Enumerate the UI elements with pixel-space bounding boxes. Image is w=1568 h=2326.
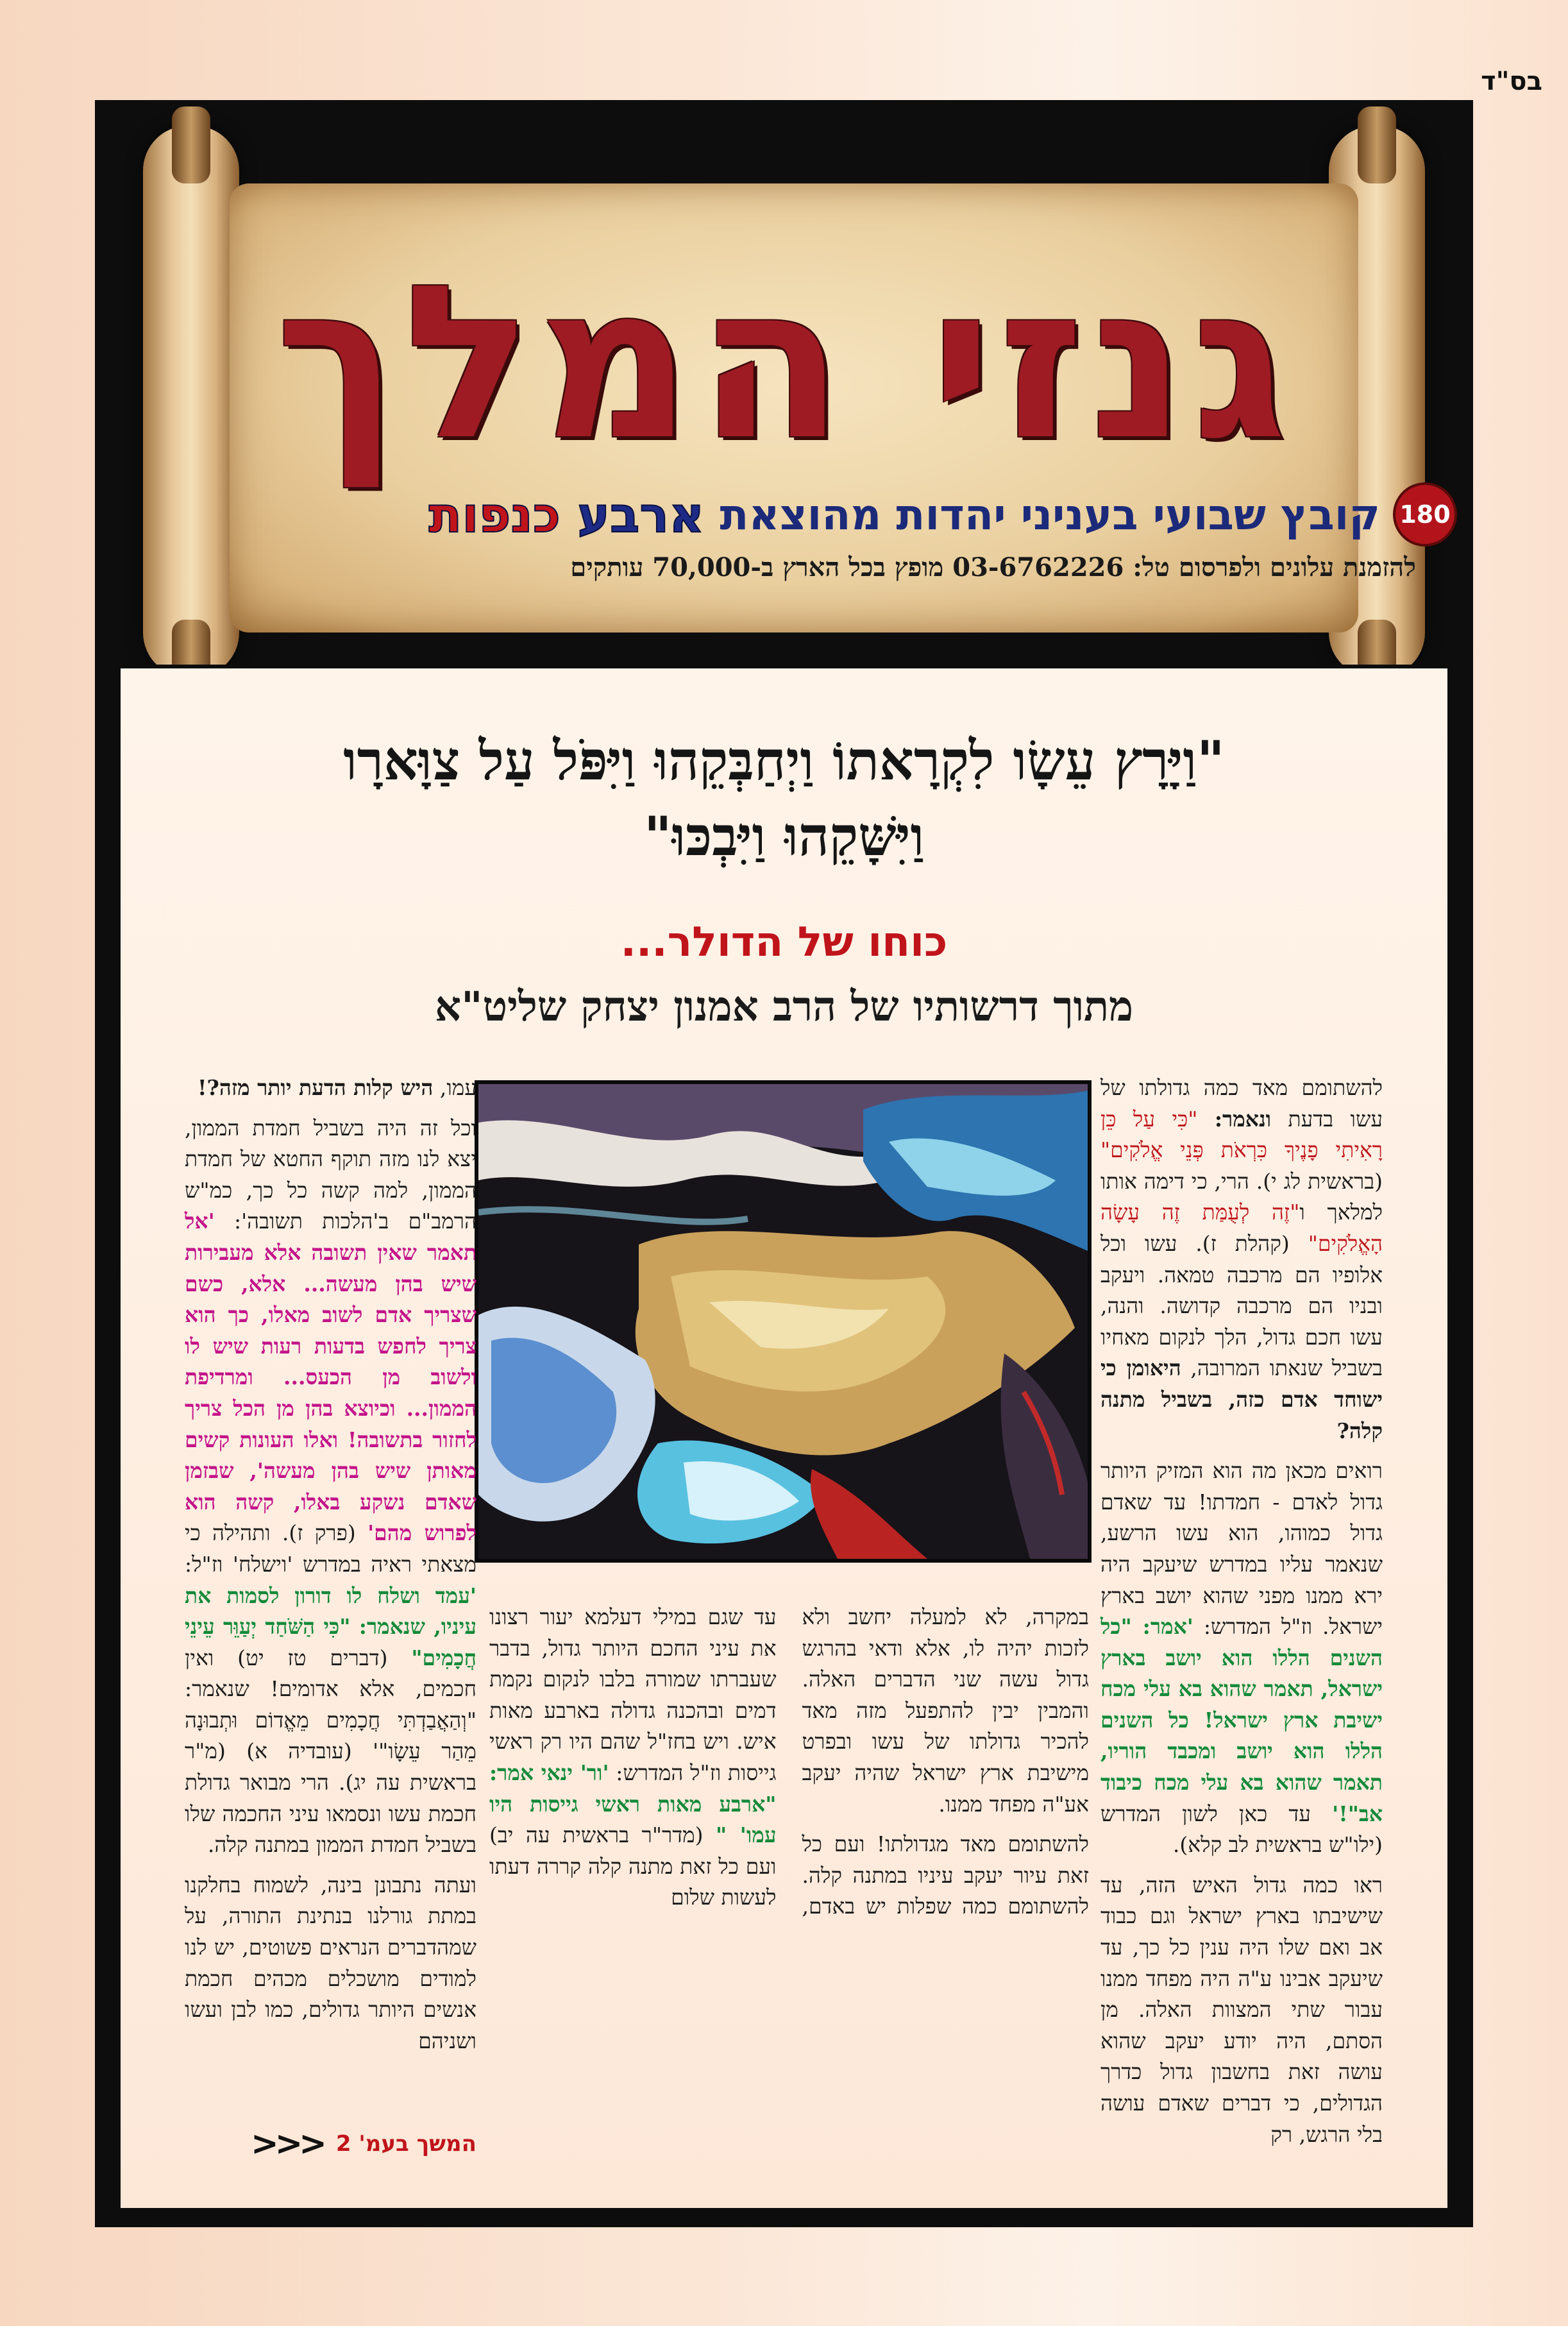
issue-number-badge: 180: [1395, 485, 1454, 544]
right-col-text: ראו כמה גדול האיש הזה, עד שישיבתו בארץ ישראל וגם כבוד אב ואם שלו היה ענין כל כך, עד שיעקב אבינו ע"ה היה מפחד ממנו עבור שתי המצוות האלה. מן הסתם, היה יודע יעקב שהוא עושה זאת בחשבון גדול כדרך הגדולים, כי דברים שאדם עושה בלי הרגש, רק: [1100, 1872, 1383, 2147]
left-col-quote: 'אל תאמר שאין תשובה אלא מעבירות שיש בהן מעשה... אלא, כשם שצריך אדם לשוב מאלו, כך הוא צריך לחפש בדעות רעות שיש לו ולשוב מן הכעס... ומרדיפת הממון... וכיוצא בהן מן הכל צריך לחזור בתשובה! ואלו העונות קשים מאותן שיש בהן מעשה', שבזמן שאדם נשקע באלו, קשה הוא לפרוש מהם': [185, 1209, 476, 1546]
left-col-text: וכל זה היה בשביל חמדת הממון, יצא לנו מזה תוקף החטא של חמדת הממון, למה קשה כל כך, כמ"ש הרמב"ם ב'הלכות תשובה':: [185, 1115, 476, 1234]
article-column-left: [185, 1073, 476, 2066]
right-col-text: (קהלת ז). עשו וכל אלופיו הם מרכבה טמאה. ויעקב ובניו הם מרכבה קדושה. והנה, עשו חכם גדול, הלך לנקום מאחיו בשביל שנאתו המרובה,: [1100, 1230, 1383, 1381]
contact-line: להזמנת עלונים ולפרסום טל: 03-6762226 מופץ בכל הארץ ב-70,000 עותקים: [570, 552, 1416, 582]
right-col-quote: "זֶה לְעֻמַּת זֶה עָשָׂה הָאֱלֹקִים": [1100, 1200, 1383, 1256]
article-area: [121, 668, 1447, 2208]
mid-col-quote: 'ור' ינאי אמר: "ארבע מאות ראשי גייסות היו עמו' ": [489, 1760, 777, 1848]
article-column-middle: [489, 1602, 1089, 1923]
right-col-text: ונאמר:: [1214, 1106, 1272, 1132]
quote-line-2: וַיִּשָּׁקֵהוּ וַיִּבְכּוּ": [643, 804, 925, 868]
article-byline: מתוך דרשותיו של הרב אמנון יצחק שליט"א: [435, 983, 1133, 1031]
continue-arrows-icon: <<<: [251, 2125, 323, 2163]
right-col-quote: "כִּי עַל כֵּן רָאִיתִי פָנֶיךָ כִּרְאֹת פְּנֵי אֱלֹקִים": [1100, 1106, 1383, 1163]
bsd-mark: בס"ד: [1481, 67, 1542, 96]
right-col-text: (בראשית לג י). הרי, כי דימה אותו למלאך ו: [1100, 1168, 1383, 1225]
quote-line-1: "וַיָּרָץ עֵשָׂו לִקְרָאתוֹ וַיְחַבְּקֵהוּ וַיִּפֹּל עַל צַוָּארָו: [343, 729, 1225, 792]
left-col-text: (פרק ז). ותהילה כי מצאתי ראיה במדרש 'וישלח' וז"ל:: [185, 1520, 476, 1577]
subtitle-row: [403, 485, 1454, 544]
masthead: [95, 100, 1473, 665]
newsletter-subtitle: קובץ שבועי בעניני יהדות מהוצאת: [720, 489, 1380, 539]
headline-quote: [121, 723, 1447, 874]
article-column-right: [1100, 1073, 1383, 2159]
article-kicker: כוחו של הדולר...: [620, 919, 948, 966]
continued-note: [185, 2125, 476, 2163]
scroll-roll-left: [143, 126, 239, 665]
publisher-brand: [428, 486, 704, 543]
continued-label: המשך בעמ' 2: [335, 2131, 476, 2157]
left-col-text: (עובדיה א) (מ"ר בראשית עה יג). הרי מבואר גדולת חכמת עשו ונסמאו עיני החכמה שלו בשביל חמדת הממון במתנה קלה.: [185, 1738, 476, 1858]
mid-col-text: (מדר"ר בראשית עה יב) ועם כל זאת מתנה קלה קררה דעתו לעשות שלום: [489, 1822, 777, 1910]
article-painting: [475, 1080, 1092, 1563]
right-col-text: היאומן כי ישוחד אדם כזה, בשביל מתנה קלה?: [1100, 1355, 1383, 1443]
painting-image: [478, 1084, 1088, 1559]
left-col-quote: 'עמד ושלח לו דורון לסמות את עיניו, שנאמר: "כִּי הַשֹּׁחַד יְעַוֵּר עֵינֵי חֲכָמִים": [185, 1583, 476, 1670]
right-col-quote: 'אמר: "כל השנים הללו הוא יושב בארץ ישראל, תאמר שהוא בא עלי מכח ישיבת ארץ ישראל! כל השנים הללו הוא יושב ומכבד הוריו, תאמר שהוא בא עלי מכח כיבוד אב"!': [1100, 1614, 1383, 1826]
brand-word-2: כנפות: [428, 486, 561, 543]
right-col-text: להשתומם מאד כמה גדולתו של עשו בדעת: [1100, 1075, 1383, 1132]
right-col-text: רואים מכאן מה הוא המזיק היותר גדול לאדם - חמדתו! עד שאדם גדול כמוהו, הוא עשו הרשע, שנאמר עליו במדרש שיעקב היה ירא ממנו מפני שהוא יושב בארץ ישראל. וז"ל המדרש:: [1100, 1458, 1383, 1640]
mid-col-text: להשתומם מאד מגדולתו! ועם כל זאת עיור יעקב עיניו במתנה קלה. להשתומם כמה שפלות יש באדם, עד שגם במילי דעלמא יעור רצונו את עיני החכם היותר גדול, בדבר שעברתו שמורה בלבו לנקום נקמת דמים ובהכנה גדולה בארבע מאות איש. ויש בחז"ל שהם היו רק ראשי גייסות וז"ל המדרש:: [489, 1604, 1089, 1919]
left-col-text: ועתה נתבונן בינה, לשמוח בחלקנו במתת גורלנו בנתינת התורה, על שמהדברים הנראים פשוטים, יש לנו למודים מושכלים מכהים חכמת אנשים היותר גדולים, כמו לבן ועשו ושניהם: [185, 1872, 476, 2053]
mid-col-text: במקרה, לא למעלה יחשב ולא לזכות יהיה לו, אלא ודאי בהרגש גדול עשה שני הדברים האלה. והמבין יבין להתפעל מזה מאד להכיר גדולתו של עשו ובפרט מישיבת ארץ ישראל שהיה יעקב אע"ה מפחד ממנו.: [802, 1604, 1089, 1817]
left-col-text: עמו,: [439, 1075, 476, 1100]
left-col-text: היש קלות הדעת יותר מזה?!: [198, 1075, 434, 1100]
right-col-text: עד כאן לשון המדרש (ילו"ש בראשית לב קלא).: [1100, 1801, 1383, 1858]
left-col-text: (דברים טז יט) ואין חכמים, אלא אדומים! שנאמר: "וְהַאֲבַדְתִּי חֲכָמִים מֵאֱדוֹם וּתְבוּנָה מֵהַר עֵשָׂו"': [185, 1645, 476, 1764]
newsletter-title: גנזי המלך: [275, 240, 1294, 486]
brand-word-1: ארבע: [577, 486, 705, 543]
